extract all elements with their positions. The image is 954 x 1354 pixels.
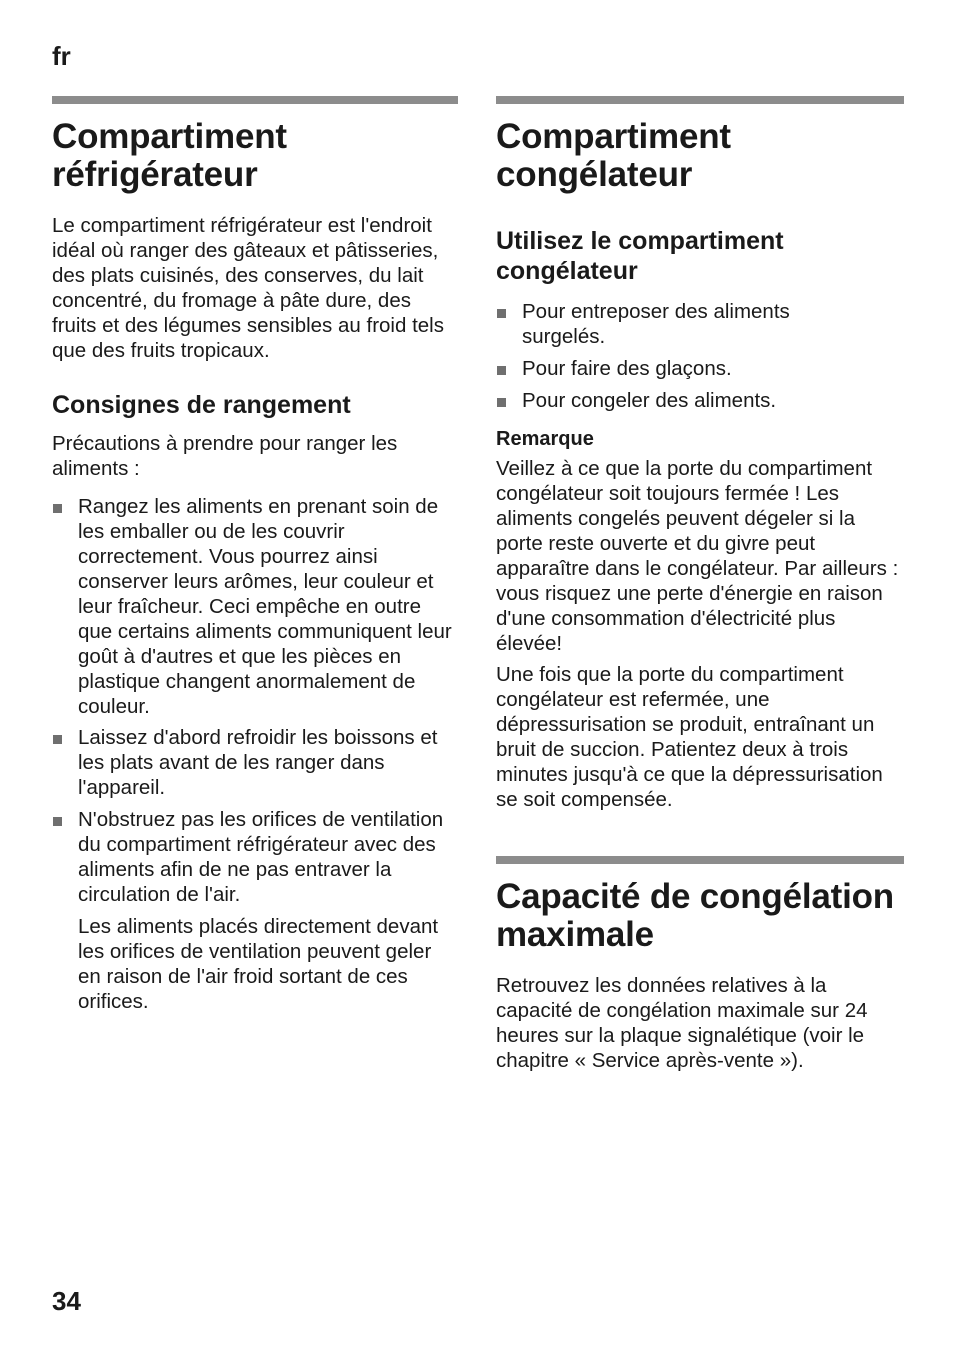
list-item: Pour entreposer des aliments surgelés. — [496, 299, 822, 349]
section-title-freezer: Compartiment congélateur — [496, 117, 731, 194]
freezer-bullet-list — [496, 299, 904, 413]
remark-heading: Remarque — [496, 428, 594, 450]
bullet-square-icon — [497, 309, 506, 318]
bullet-square-icon — [497, 398, 506, 407]
section-title-capacity: Capacité de congélation maximale — [496, 877, 894, 954]
depressurisation-paragraph: Une fois que la porte du compartiment congélateur est refermée, une dépressurisation se produit, entraînant un bruit de succion. Patientez deux à trois minutes jusqu'à ce que la dépressurisation se soit compensée. — [496, 663, 883, 811]
left-column — [52, 96, 458, 1014]
section-title-fridge: Compartiment réfrigérateur — [52, 117, 287, 194]
list-item: N'obstruez pas les orifices de ventilation du compartiment réfrigérateur avec des aliments afin de ne pas entraver la circulation de l'air. — [52, 807, 458, 907]
storage-lead: Précautions à prendre pour ranger les aliments : — [52, 432, 398, 480]
storage-guidelines-heading: Consignes de rangement — [52, 391, 351, 419]
ventilation-note: Les aliments placés directement devant les orifices de ventilation peuvent geler en raison de l'air froid sortant de ces orifices. — [78, 915, 439, 1013]
remark-text: Veillez à ce que la porte du compartiment congélateur soit toujours fermée ! Les aliments congelés peuvent dégeler si la porte reste ouverte et du givre peut apparaître dans le congélateur. Par ailleurs : vous risquez une perte d'énergie en raison d'une consommation d'électricité plus élevée! — [496, 457, 899, 655]
bullet-square-icon — [53, 504, 62, 513]
storage-bullet-list — [52, 494, 458, 907]
language-label: fr — [52, 41, 71, 71]
freezer-use-heading: Utilisez le compartiment congélateur — [496, 227, 784, 285]
right-column — [496, 96, 904, 1073]
section-rule — [52, 96, 458, 104]
list-item: Laissez d'abord refroidir les boissons et les plats avant de les ranger dans l'appareil. — [52, 725, 458, 800]
fridge-intro: Le compartiment réfrigérateur est l'endroit idéal où ranger des gâteaux et pâtisseries, des plats cuisinés, des conserves, du lait concentré, du fromage à pâte dure, des fruits et des légumes sensibles au froid tels que des fruits tropicaux. — [52, 214, 444, 362]
bullet-square-icon — [53, 817, 62, 826]
section-rule — [496, 96, 904, 104]
section-rule — [496, 856, 904, 864]
capacity-text: Retrouvez les données relatives à la capacité de congélation maximale sur 24 heures sur la plaque signalétique (voir le chapitre « Service après-vente »). — [496, 974, 868, 1072]
bullet-square-icon — [53, 735, 62, 744]
list-item: Pour congeler des aliments. — [496, 388, 904, 413]
page-number: 34 — [52, 1286, 81, 1316]
bullet-square-icon — [497, 366, 506, 375]
list-item: Rangez les aliments en prenant soin de les emballer ou de les couvrir correctement. Vous pourrez ainsi conserver leurs arômes, leur couleur et leur fraîcheur. Ceci empêche en outre que certains aliments communiquent leur goût à d'autres et que les pièces en plastique changent anormalement de couleur. — [52, 494, 458, 719]
list-item: Pour faire des glaçons. — [496, 356, 904, 381]
